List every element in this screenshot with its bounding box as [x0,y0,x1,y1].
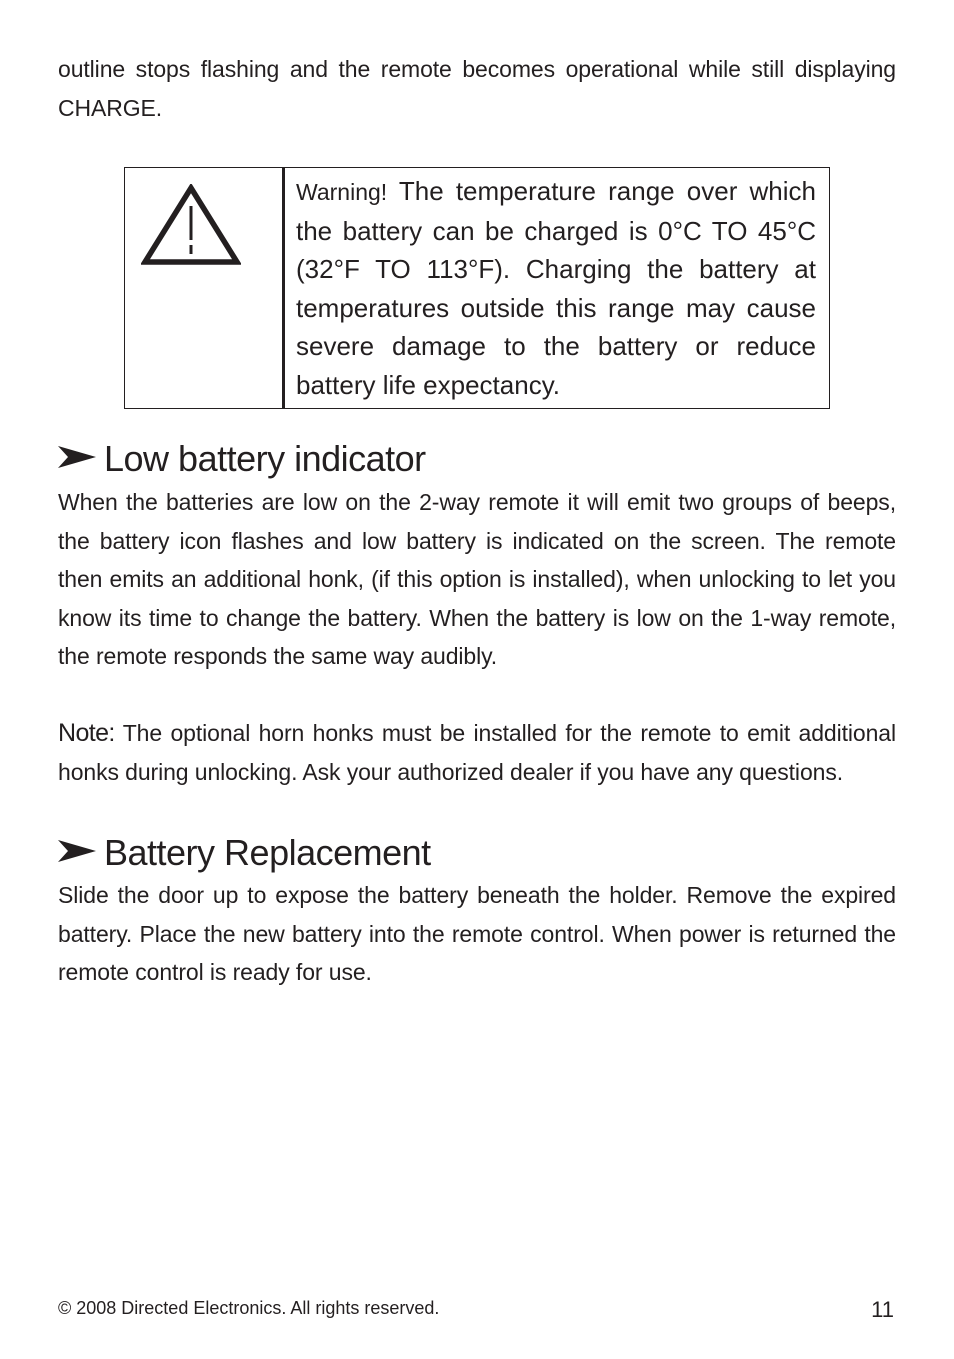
arrowhead-bullet-icon [58,838,96,864]
warning-body: The temperature range over which the battery can be charged is 0°C TO 45°C (32°F TO 113°F). Charging the battery at temperatures outside this range may cause severe damage to the battery or reduce battery life expectancy. [296,176,816,400]
battery-replacement-paragraph: Slide the door up to expose the battery beneath the holder. Remove the expired battery. Place the new battery into the remote control. When power is returned the remote control is ready for use. [58,882,896,986]
warning-icon-cell [125,168,285,408]
warning-label: Warning! [296,179,388,205]
heading-battery-replacement-text: Battery Replacement [104,832,431,873]
note-label: Note: [58,719,115,747]
warning-text [296,172,816,405]
arrowhead-bullet-icon [58,444,96,470]
low-battery-paragraph: When the batteries are low on the 2-way remote it will emit two groups of beeps, the battery icon flashes and low battery is indicated on the screen. The remote then emits an additional honk, (if this option is installed), when unlocking to let you know its time to change the battery. When the battery is low on the 1-way remote, the remote responds the same way audibly. [58,489,896,670]
section-heading-battery-replacement [58,831,431,875]
section-heading-low-battery [58,437,426,481]
heading-low-battery-text: Low battery indicator [104,438,426,479]
page-number: 11 [871,1297,894,1322]
intro-paragraph: outline stops flashing and the remote becomes operational while still displaying CHARGE. [58,56,896,121]
note-text: The optional horn honks must be installed for the remote to emit additional honks during unlocking. Ask your authorized dealer if you have any questions. [58,720,896,785]
footer-copyright: © 2008 Directed Electronics. All rights reserved. [58,1298,440,1318]
warning-box [124,167,830,409]
note-paragraph [58,714,896,791]
warning-triangle-icon [141,184,241,266]
